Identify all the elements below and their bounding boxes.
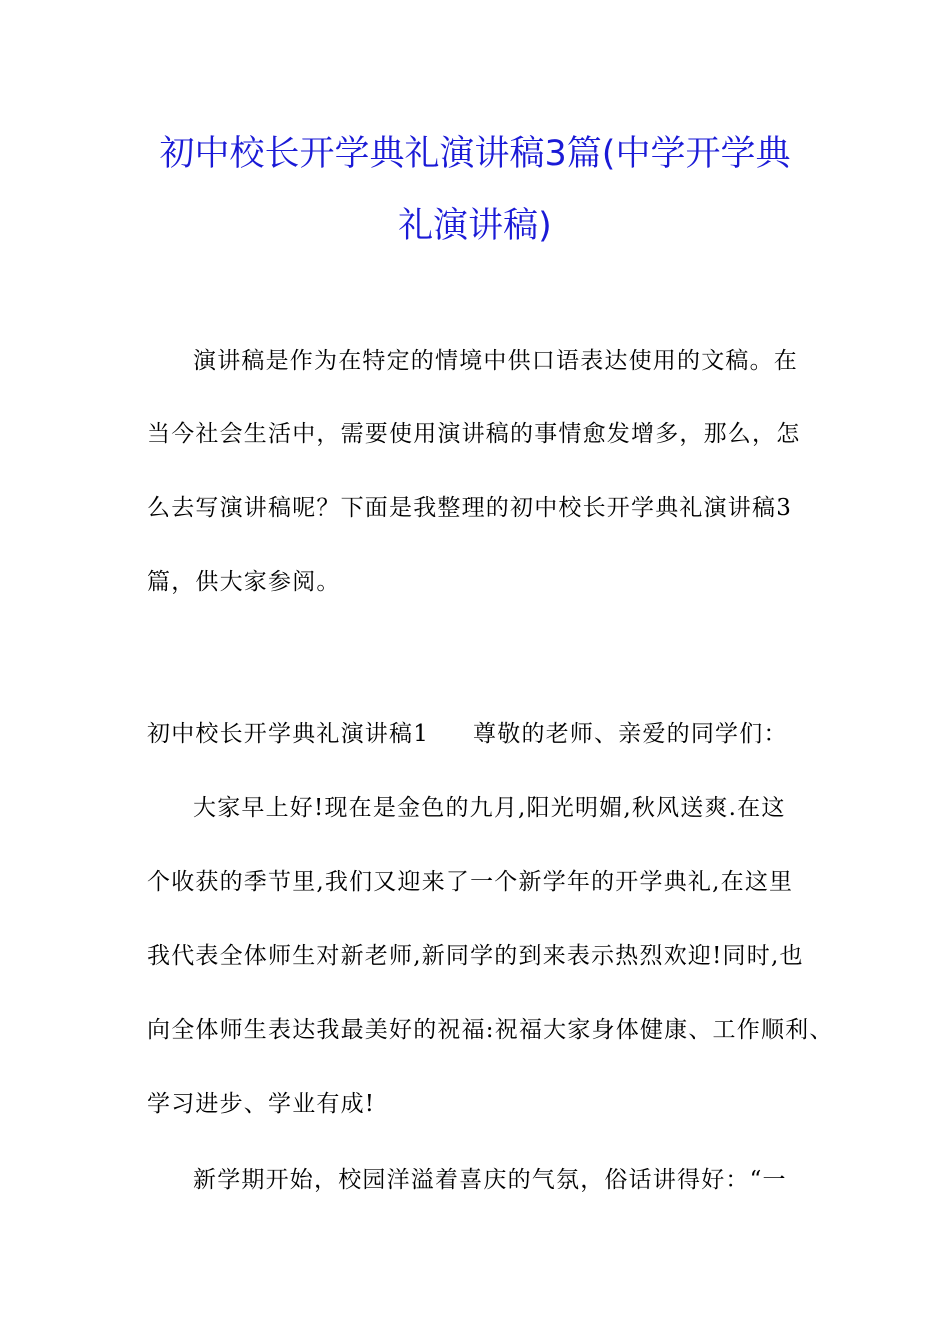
document-title-line-2: 礼演讲稿) xyxy=(398,206,552,246)
intro-line-4: 篇，供大家参阅。 xyxy=(147,569,341,595)
paragraph1-line-2: 个收获的季节里,我们又迎来了一个新学年的开学典礼,在这里 xyxy=(147,869,794,895)
paragraph1-line-5: 学习进步、学业有成! xyxy=(147,1091,376,1117)
salutation: 尊敬的老师、亲爱的同学们： xyxy=(473,721,788,747)
intro-line-3: 么去写演讲稿呢？下面是我整理的初中校长开学典礼演讲稿3 xyxy=(147,495,793,521)
paragraph1-line-3: 我代表全体师生对新老师,新同学的到来表示热烈欢迎!同时,也 xyxy=(147,943,804,969)
paragraph1-line-4: 向全体师生表达我最美好的祝福:祝福大家身体健康、工作顺利、 xyxy=(147,1017,834,1043)
document-title-line-1: 初中校长开学典礼演讲稿3篇(中学开学典 xyxy=(159,134,791,174)
section-heading: 初中校长开学典礼演讲稿1 xyxy=(147,721,430,747)
section-heading-row xyxy=(147,721,827,747)
intro-line-1: 演讲稿是作为在特定的情境中供口语表达使用的文稿。在 xyxy=(193,348,798,374)
paragraph2-line-1: 新学期开始，校园洋溢着喜庆的气氛，俗话讲得好：“一 xyxy=(193,1167,787,1193)
intro-line-2: 当今社会生活中，需要使用演讲稿的事情愈发增多，那么，怎 xyxy=(147,421,801,447)
paragraph1-line-1: 大家早上好!现在是金色的九月,阳光明媚,秋风送爽.在这 xyxy=(193,795,786,821)
